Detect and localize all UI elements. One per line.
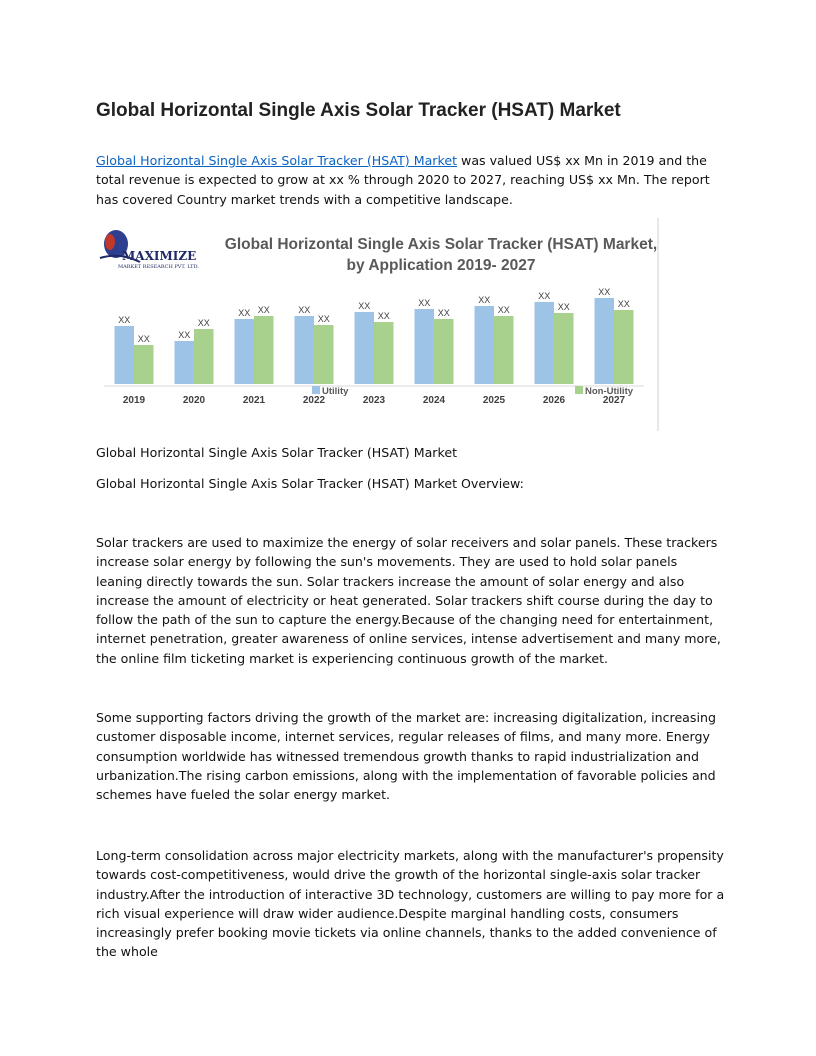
- data-label-non-utility-2024: XX: [437, 308, 450, 318]
- data-label-non-utility-2023: XX: [377, 311, 390, 321]
- logo-sub-text: MARKET RESEARCH PVT. LTD.: [118, 264, 199, 270]
- page-title: Global Horizontal Single Axis Solar Tracker (HSAT) Market: [96, 100, 621, 121]
- market-report-link[interactable]: Global Horizontal Single Axis Solar Tracker (HSAT) Market: [96, 153, 458, 168]
- bar-non-utility-2023: [374, 322, 394, 384]
- bar-non-utility-2027: [614, 310, 634, 384]
- logo-main-text: MAXIMIZE: [122, 249, 197, 263]
- data-label-utility-2023: XX: [358, 301, 371, 311]
- bar-utility-2023: [355, 312, 375, 384]
- data-label-utility-2026: XX: [538, 291, 551, 301]
- data-label-non-utility-2026: XX: [557, 302, 570, 312]
- x-tick-label: 2023: [362, 395, 386, 406]
- x-tick-label: 2021: [242, 395, 266, 406]
- bar-non-utility-2021: [254, 316, 274, 384]
- bar-utility-2025: [475, 306, 495, 384]
- data-label-non-utility-2020: XX: [197, 318, 210, 328]
- data-label-utility-2025: XX: [478, 295, 491, 305]
- x-tick-label: 2024: [422, 395, 446, 406]
- bar-utility-2021: [235, 319, 255, 384]
- data-label-non-utility-2019: XX: [137, 334, 150, 344]
- bar-non-utility-2020: [194, 329, 214, 384]
- bar-utility-2022: [295, 316, 315, 384]
- overview-heading: Global Horizontal Single Axis Solar Tracker (HSAT) Market Overview:: [96, 476, 524, 491]
- intro-text: was valued US$ xx Mn in 2019 and the total revenue is expected to grow at xx % through 2020 to 2027, reaching US$ xx Mn. The report has covered Country market trends with a competitive landscape.: [96, 153, 710, 207]
- legend-swatch-non-utility: [575, 386, 583, 394]
- bar-utility-2026: [535, 302, 555, 384]
- market-chart: [96, 218, 660, 431]
- chart-x-ticks: [123, 395, 626, 406]
- x-tick-label: 2025: [482, 395, 506, 406]
- data-label-non-utility-2025: XX: [497, 305, 510, 315]
- bar-non-utility-2019: [134, 345, 154, 384]
- data-label-non-utility-2027: XX: [617, 299, 630, 309]
- x-tick-label: 2022: [302, 395, 326, 406]
- chart-bars: [115, 287, 634, 384]
- chart-caption: Global Horizontal Single Axis Solar Tracker (HSAT) Market: [96, 445, 458, 460]
- company-logo: [100, 230, 199, 270]
- data-label-utility-2020: XX: [178, 330, 191, 340]
- chart-legend: [312, 386, 634, 397]
- body-paragraph: Some supporting factors driving the growth of the market are: increasing digitalization, increasing customer disposable income, internet services, regular releases of films, and many more. Energy consumption worldwide has witnessed tremendous growth thanks to rapid industrialization and urbanization.The rising carbon emissions, along with the implementation of favorable policies and schemes have fueled the solar energy market.: [96, 710, 716, 803]
- x-tick-label: 2020: [182, 395, 206, 406]
- data-label-non-utility-2022: XX: [317, 314, 330, 324]
- data-label-utility-2021: XX: [238, 308, 251, 318]
- data-label-utility-2022: XX: [298, 305, 311, 315]
- chart-title: Global Horizontal Single Axis Solar Tracker (HSAT) Market,: [224, 236, 658, 253]
- data-label-utility-2024: XX: [418, 298, 431, 308]
- data-label-non-utility-2021: XX: [257, 305, 270, 315]
- data-label-utility-2027: XX: [598, 287, 611, 297]
- logo-flame-icon: [105, 234, 115, 250]
- body-paragraph: Solar trackers are used to maximize the energy of solar receivers and solar panels. These trackers increase solar energy by following the sun's movements. They are used to hold solar panels leaning directly towards the sun. Solar trackers increase the amount of solar energy and also increase the amount of electricity or heat generated. Solar trackers shift course during the day to follow the path of the sun to capture the energy.Because of the changing need for entertainment, internet penetration, greater awareness of online services, intense advertisement and many more, the online film ticketing market is experiencing continuous growth of the market.: [96, 535, 721, 666]
- body-paragraph: Long-term consolidation across major electricity markets, along with the manufacturer's propensity towards cost-competitiveness, would drive the growth of the horizontal single-axis solar tracker industry.After the introduction of interactive 3D technology, customers are willing to pay more for a rich visual experience will draw wider audience.Despite marginal handling costs, consumers increasingly prefer booking movie tickets via online channels, thanks to the added convenience of the whole: [96, 848, 725, 960]
- bar-non-utility-2025: [494, 316, 514, 384]
- data-label-utility-2019: XX: [118, 315, 131, 325]
- bar-non-utility-2024: [434, 319, 454, 384]
- chart-subtitle: by Application 2019- 2027: [346, 257, 536, 274]
- bar-utility-2027: [595, 298, 615, 384]
- legend-swatch-utility: [312, 386, 320, 394]
- legend-label-non-utility: Non-Utility: [585, 386, 634, 397]
- chart-svg: [96, 218, 660, 431]
- bar-utility-2019: [115, 326, 135, 384]
- bar-non-utility-2026: [554, 313, 574, 384]
- bar-utility-2024: [415, 309, 435, 384]
- x-tick-label: 2027: [602, 395, 626, 406]
- legend-label-utility: Utility: [322, 386, 349, 397]
- bar-non-utility-2022: [314, 325, 334, 384]
- x-tick-label: 2019: [122, 395, 146, 406]
- x-tick-label: 2026: [542, 395, 566, 406]
- intro-paragraph: [96, 151, 726, 209]
- bar-utility-2020: [175, 341, 195, 384]
